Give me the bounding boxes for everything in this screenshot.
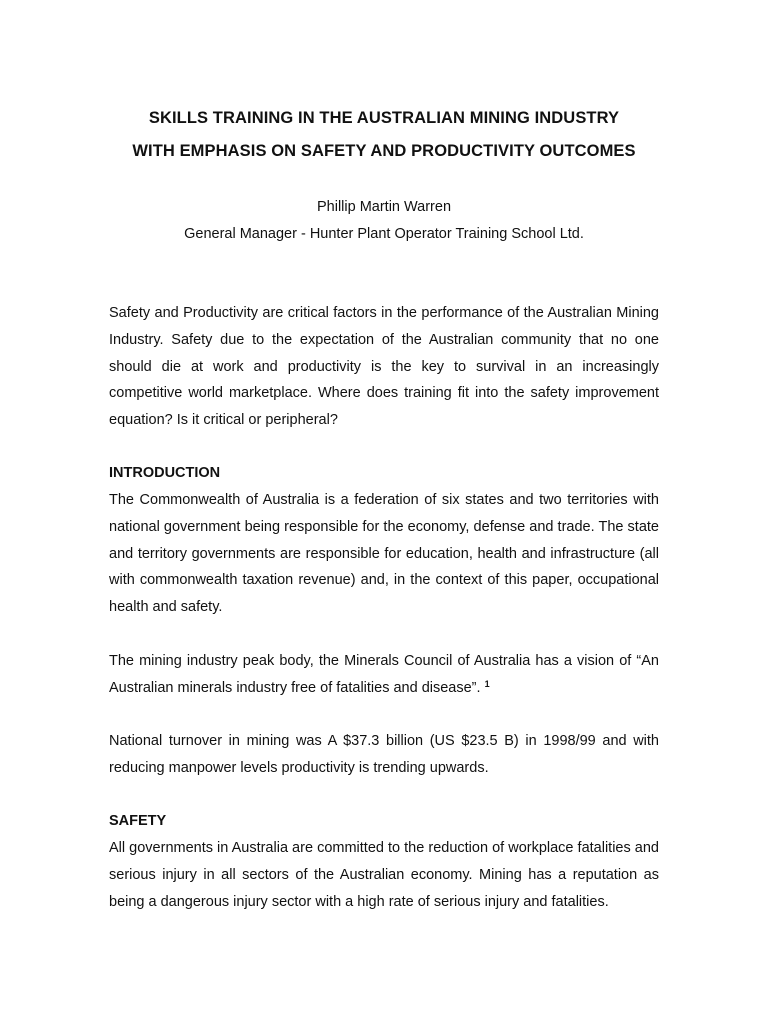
introduction-paragraph-2 (109, 648, 659, 702)
introduction-paragraph-2-text: The mining industry peak body, the Minerals Council of Australia has a vision of “An Australian minerals industry free of fatalities and disease”. (109, 653, 659, 696)
author-affiliation: General Manager - Hunter Plant Operator Training School Ltd. (184, 226, 584, 242)
abstract-paragraph: Safety and Productivity are critical factors in the performance of the Australian Mining Industry. Safety due to the expectation of the Australian community that no one should die at work and productivity is the key to survival in an increasingly competitive world marketplace. Where does training fit into the safety improvement equation? Is it critical or peripheral? (109, 305, 659, 429)
section-heading-safety: SAFETY (109, 813, 167, 829)
introduction-paragraph-1: The Commonwealth of Australia is a federation of six states and two territories with national government being responsible for the economy, defense and trade. The state and territory governments are responsible for education, health and infrastructure (all with commonwealth taxation revenue) and, in the context of this paper, occupational health and safety. (109, 492, 659, 616)
title-line-1: SKILLS TRAINING IN THE AUSTRALIAN MINING INDUSTRY (148, 109, 620, 127)
footnote-marker: 1 (484, 678, 490, 689)
safety-paragraph-1: All governments in Australia are committed to the reduction of workplace fatalities and serious injury in all sectors of the Australian economy. Mining has a reputation as being a dangerous injury sector with a high rate of serious injury and fatalities. (109, 840, 659, 910)
section-heading-introduction: INTRODUCTION (109, 465, 221, 481)
introduction-paragraph-3: National turnover in mining was A $37.3 billion (US $23.5 B) in 1998/99 and with reducing manpower levels productivity is trending upwards. (109, 733, 659, 776)
title-line-2: WITH EMPHASIS ON SAFETY AND PRODUCTIVITY OUTCOMES (132, 142, 636, 160)
author-name: Phillip Martin Warren (316, 199, 452, 215)
